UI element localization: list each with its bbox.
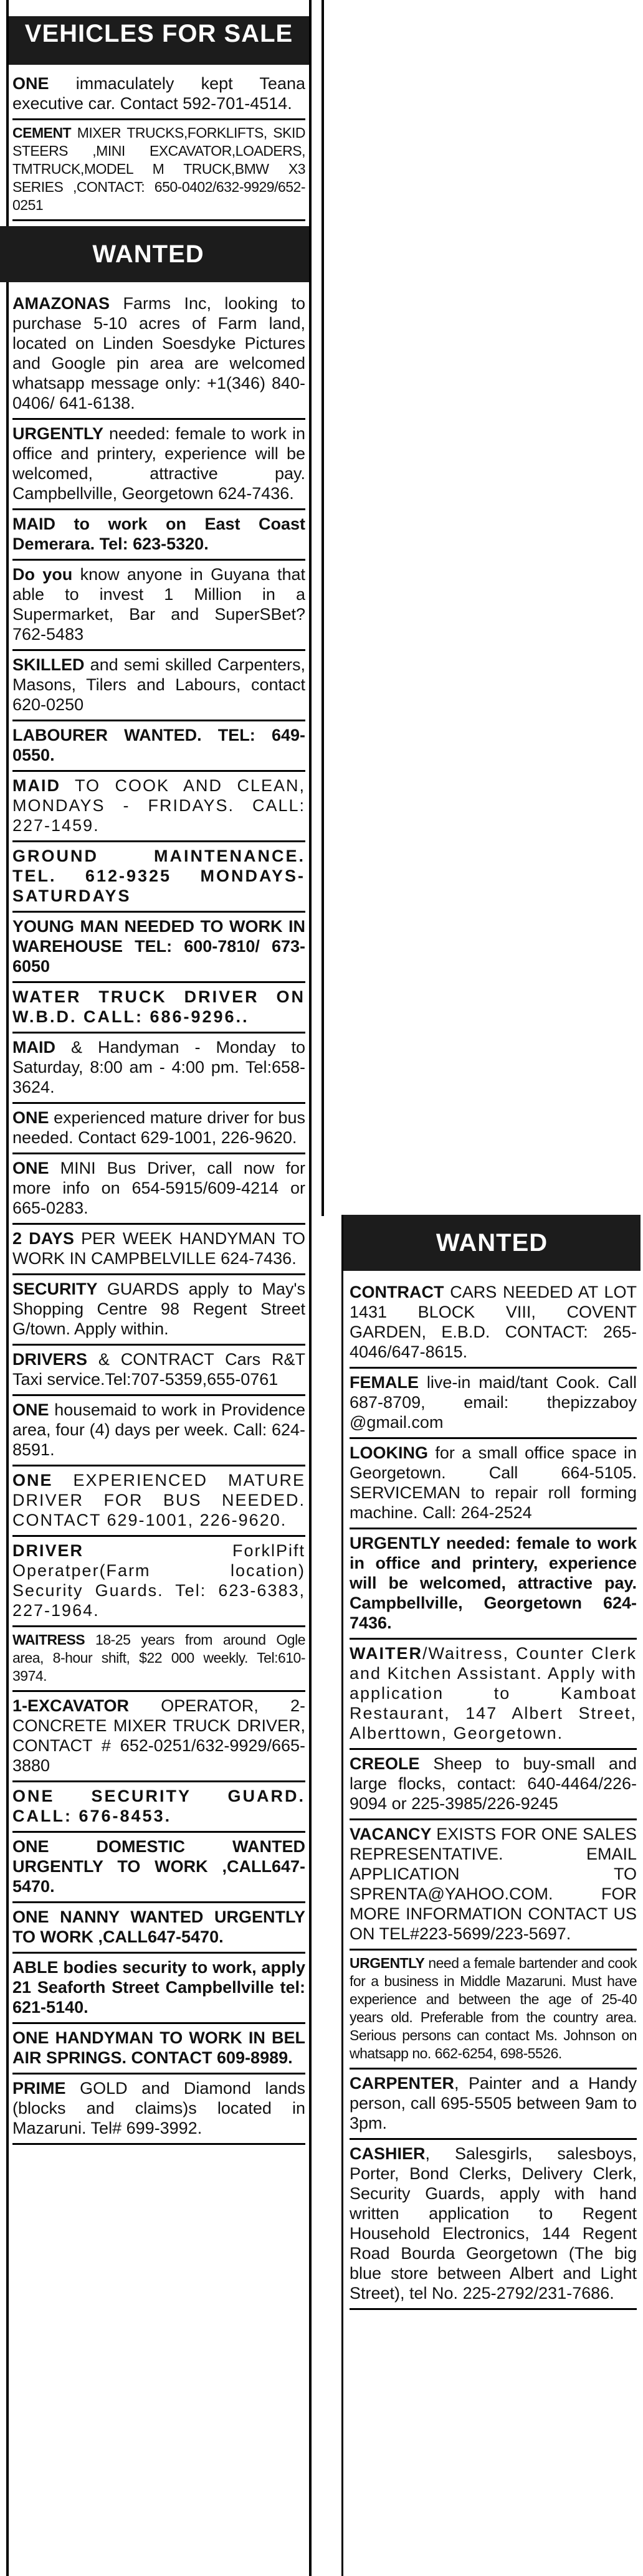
ad-text: MIXER TRUCKS,FORKLIFTS, SKID STEERS ,MINI EXCAVATOR,LOADERS, TMTRUCK,MODEL M TRUCK,BMW X3 SERIES ,CONTACT: 650-0402/632-9929/652-0251 bbox=[12, 125, 305, 213]
ad-keyword: ONE bbox=[12, 74, 49, 93]
ad-text: ForklPift Operatper(Farm location) Security Guards. Tel: 623-6383, 227-1964. bbox=[12, 1541, 305, 1620]
ad-text: 18-25 years from around Ogle area, 8-hour shift, $22 000 weekly. Tel:610-3974. bbox=[12, 1632, 305, 1684]
ad-text: EXISTS FOR ONE SALES REPRESENTATIVE. EMAIL APPLICATION TO SPRENTA@YAHOO.COM. FOR MORE INFORMATION CONTACT US ON TEL#223-5699/223-5697. bbox=[350, 1825, 637, 1943]
wanted-header-right: WANTED bbox=[343, 1215, 641, 1271]
ad-text: Sheep to buy-small and large flocks, contact: 640-4464/226-9094 or 225-3985/226-9245 bbox=[350, 1754, 637, 1813]
classified-ad bbox=[12, 913, 305, 983]
classified-ad bbox=[350, 1640, 637, 1750]
ad-keyword: ONE bbox=[12, 1159, 49, 1177]
ad-keyword: WATER TRUCK DRIVER ON W.B.D. CALL: 686-9296.. bbox=[12, 987, 305, 1026]
ad-text: experienced mature driver for bus needed. Contact 629-1001, 226-9620. bbox=[12, 1108, 305, 1147]
ad-keyword: ONE bbox=[12, 1108, 49, 1127]
classified-ad bbox=[12, 1104, 305, 1154]
ad-text: GOLD and Diamond lands (blocks and claims)s located in Mazaruni. Tel# 699-3992. bbox=[12, 2079, 305, 2137]
classified-ad bbox=[12, 2075, 305, 2145]
ad-keyword: ONE SECURITY GUARD. CALL: 676-8453. bbox=[12, 1787, 305, 1825]
ad-text: TO COOK AND CLEAN, MONDAYS - FRIDAYS. CALL: 227-1459. bbox=[12, 776, 305, 835]
classified-ad bbox=[12, 1954, 305, 2024]
ad-keyword: ONE bbox=[12, 1400, 49, 1419]
ad-text: & Handyman - Monday to Saturday, 8:00 am - 4:00 pm. Tel:658-3624. bbox=[12, 1038, 305, 1096]
ad-keyword: GROUND MAINTENANCE. TEL. 612-9325 MONDAYS-SATURDAYS bbox=[12, 847, 305, 905]
ad-keyword: LOOKING bbox=[350, 1443, 428, 1462]
left-column bbox=[6, 0, 312, 2576]
ad-keyword: 2 DAYS bbox=[12, 1229, 74, 1248]
ad-keyword: CONTRACT bbox=[350, 1283, 444, 1301]
ad-text: CARS NEEDED AT LOT 1431 BLOCK VIII, COVENT GARDEN, E.B.D. CONTACT: 265-4046/647-8615. bbox=[350, 1283, 637, 1361]
classified-ad bbox=[12, 70, 305, 120]
classified-ad bbox=[12, 1225, 305, 1275]
ad-keyword: ONE NANNY WANTED URGENTLY TO WORK ,CALL647-5470. bbox=[12, 1908, 305, 1946]
ad-keyword: CEMENT bbox=[12, 125, 72, 141]
classified-ad bbox=[350, 1278, 637, 1369]
classified-ad bbox=[12, 2024, 305, 2075]
ad-text: live-in maid/tant Cook. Call 687-8709, email: thepizzaboy @gmail.com bbox=[350, 1373, 637, 1432]
ad-keyword: LABOURER WANTED. TEL: 649-0550. bbox=[12, 726, 305, 764]
classified-ad bbox=[12, 420, 305, 510]
classified-ad bbox=[12, 1833, 305, 1903]
classified-ad bbox=[12, 1903, 305, 1954]
ad-text: Farms Inc, looking to purchase 5-10 acres of Farm land, located on Linden Soesdyke Pictures and Google pin area are welcomed whatsapp message only: +1(346) 840-0406/ 641-6138. bbox=[12, 294, 305, 412]
vehicles-ads-list bbox=[12, 70, 305, 221]
classified-ad bbox=[350, 1439, 637, 1529]
ad-keyword: 1-EXCAVATOR bbox=[12, 1696, 130, 1715]
ad-keyword: URGENTLY needed: female to work in office and printery, experience will be welcomed, attractive pay. Campbellville, Georgetown 624-7436. bbox=[350, 1534, 637, 1632]
ad-keyword: MAID to work on East Coast Demerara. Tel: 623-5320. bbox=[12, 515, 305, 553]
classified-ad bbox=[350, 1529, 637, 1640]
classified-ad bbox=[12, 1466, 305, 1537]
classified-ad bbox=[350, 1951, 637, 2070]
ad-keyword: ONE DOMESTIC WANTED URGENTLY TO WORK ,CALL647-5470. bbox=[12, 1837, 305, 1896]
classified-ad bbox=[12, 1537, 305, 1627]
classified-ad bbox=[12, 721, 305, 772]
classified-ad bbox=[12, 1692, 305, 1782]
classified-ad bbox=[12, 561, 305, 651]
ad-keyword: PRIME bbox=[12, 2079, 66, 2098]
wanted-ads-list-right bbox=[350, 1278, 637, 2310]
ad-keyword: MAID bbox=[12, 776, 60, 795]
ad-text: , Salesgirls, salesboys, Porter, Bond Clerks, Delivery Clerk, Security Guards, apply with hand written application to Regent Household Electronics, 144 Regent Road Bourda Georgetown (The big blue store between Albert and Light Street), tel No. 225-2792/231-7686. bbox=[350, 2144, 637, 2303]
classified-ad bbox=[12, 1275, 305, 1346]
ad-keyword: WAITER bbox=[350, 1644, 422, 1663]
ad-text: need a female bartender and cook for a business in Middle Mazaruni. Must have experience and between the age of 25-40 years old. Preferable from the country area. Serious persons can contact Ms. Johnson on whatsapp no. 662-6254, 698-5526. bbox=[350, 1955, 637, 2061]
classified-ad bbox=[12, 1346, 305, 1396]
classified-ad bbox=[350, 2070, 637, 2140]
ad-keyword: VACANCY bbox=[350, 1825, 432, 1843]
ad-text: know anyone in Guyana that able to invest 1 Million in a Supermarket, Bar and SuperSBet? 762-5483 bbox=[12, 565, 306, 644]
ad-text: , Painter and a Handy person, call 695-5505 between 9am to 3pm. bbox=[350, 2074, 637, 2132]
classified-ad bbox=[12, 120, 305, 221]
ad-text: needed: female to work in office and printery, experience will be welcomed, attractive pay. Campbellville, Georgetown 624-7436. bbox=[12, 424, 305, 503]
classified-ad bbox=[350, 1820, 637, 1951]
ad-text: OPERATOR, 2- CONCRETE MIXER TRUCK DRIVER, CONTACT # 652-0251/632-9929/665-3880 bbox=[12, 1696, 305, 1775]
ad-keyword: SKILLED bbox=[12, 655, 85, 674]
ad-text: EXPERIENCED MATURE DRIVER FOR BUS NEEDED. CONTACT 629-1001, 226-9620. bbox=[12, 1471, 305, 1529]
column-divider bbox=[322, 0, 324, 1216]
ad-keyword: YOUNG MAN NEEDED TO WORK IN WAREHOUSE TEL: 600-7810/ 673-6050 bbox=[12, 917, 305, 976]
ad-keyword: FEMALE bbox=[350, 1373, 419, 1392]
classified-ad bbox=[12, 651, 305, 721]
ad-text: /Waitress, Counter Clerk and Kitchen Assistant. Apply with application to Kamboat Restaurant, 147 Albert Street, Alberttown, Georgetown. bbox=[350, 1644, 637, 1742]
ad-keyword: AMAZONAS bbox=[12, 294, 110, 313]
ad-text: immaculately kept Teana executive car. Contact 592-701-4514. bbox=[12, 74, 305, 113]
classified-ad bbox=[12, 1627, 305, 1692]
ad-keyword: URGENTLY bbox=[12, 424, 104, 443]
ad-keyword: URGENTLY bbox=[350, 1955, 425, 1971]
classified-ad bbox=[12, 510, 305, 561]
ad-keyword: ONE bbox=[12, 1471, 53, 1490]
wanted-ads-list-left bbox=[12, 290, 305, 2145]
ad-keyword: CREOLE bbox=[350, 1754, 420, 1773]
ad-keyword: WAITRESS bbox=[12, 1632, 85, 1648]
ad-text: GUARDS apply to May's Shopping Centre 98 Regent Street G/town. Apply within. bbox=[12, 1280, 305, 1338]
classified-ad bbox=[350, 2140, 637, 2310]
ad-text: PER WEEK HANDYMAN TO WORK IN CAMPBELVILLE 624-7436. bbox=[12, 1229, 306, 1268]
wanted-header-left: WANTED bbox=[0, 226, 309, 282]
ad-keyword: SECURITY bbox=[12, 1280, 98, 1298]
ad-text: & CONTRACT Cars R&T Taxi service.Tel:707-5359,655-0761 bbox=[12, 1350, 305, 1389]
classified-ad bbox=[12, 1396, 305, 1466]
ad-keyword: ONE HANDYMAN TO WORK IN BEL AIR SPRINGS. CONTACT 609-8989. bbox=[12, 2028, 305, 2067]
ad-text: housemaid to work in Providence area, four (4) days per week. Call: 624-8591. bbox=[12, 1400, 305, 1459]
ad-text: MINI Bus Driver, call now for more info on 654-5915/609-4214 or 665-0283. bbox=[12, 1159, 305, 1217]
classified-ad bbox=[12, 1154, 305, 1225]
classified-ad bbox=[350, 1750, 637, 1820]
classified-ad bbox=[12, 772, 305, 842]
ad-keyword: ABLE bodies security to work, apply 21 Seaforth Street Campbellville tel: 621-5140. bbox=[12, 1958, 305, 2017]
classified-ad bbox=[12, 842, 305, 913]
ad-keyword: CASHIER bbox=[350, 2144, 426, 2163]
ad-text: for a small office space in Georgetown. Call 664-5105. SERVICEMAN to repair roll forming machine. Call: 264-2524 bbox=[350, 1443, 637, 1522]
classified-ad bbox=[12, 983, 305, 1034]
ad-keyword: CARPENTER bbox=[350, 2074, 455, 2093]
vehicles-for-sale-header: VEHICLES FOR SALE bbox=[9, 16, 309, 65]
ad-text: and semi skilled Carpenters, Masons, Tilers and Labours, contact 620-0250 bbox=[12, 655, 305, 714]
classified-ad bbox=[12, 1034, 305, 1104]
classified-ad bbox=[350, 1369, 637, 1439]
classified-ad bbox=[12, 1782, 305, 1833]
classified-ad bbox=[12, 290, 305, 420]
ad-keyword: DRIVER bbox=[12, 1541, 84, 1560]
ad-keyword: MAID bbox=[12, 1038, 55, 1057]
ad-keyword: Do you bbox=[12, 565, 73, 584]
ad-keyword: DRIVERS bbox=[12, 1350, 88, 1369]
right-column bbox=[341, 1215, 641, 2576]
